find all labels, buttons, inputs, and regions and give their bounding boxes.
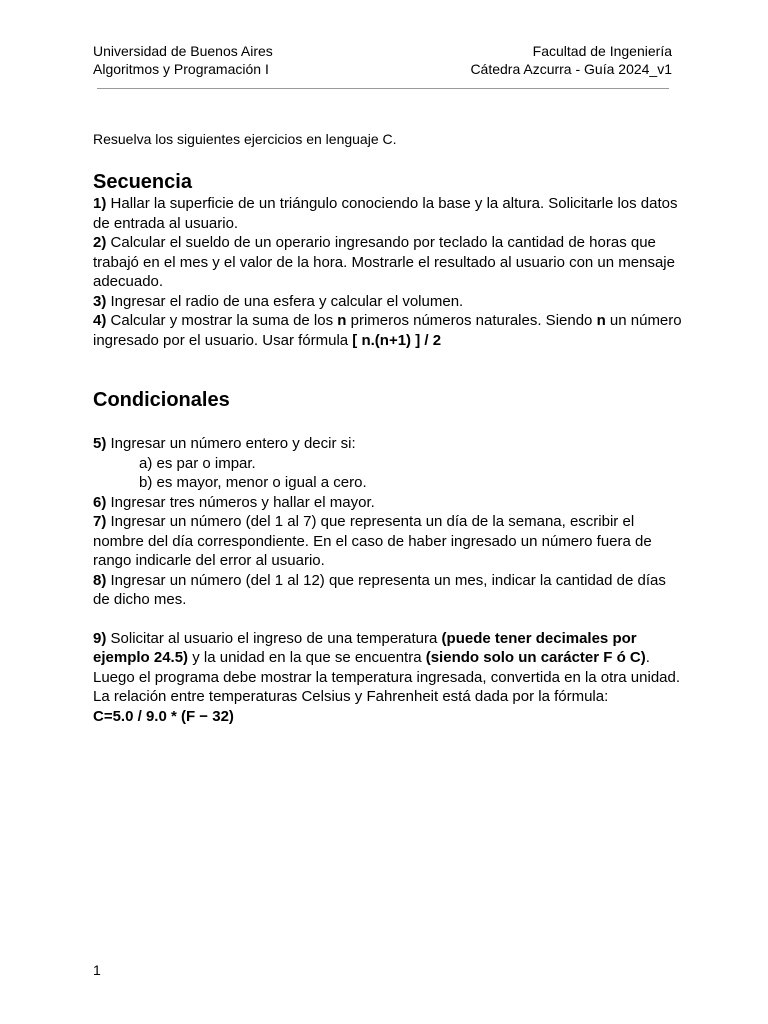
exercise-text: Ingresar un número entero y decir si: [110,435,356,452]
exercise-4 [93,311,683,350]
exercise-7 [93,512,683,571]
header-divider [97,88,669,89]
formula: [ n.(n+1) ] / 2 [352,331,442,349]
header-guide: Cátedra Azcurra - Guía 2024_v1 [470,61,672,77]
sub-item-a: a) es par o impar. [139,454,256,472]
header-university: Universidad de Buenos Aires [93,43,273,59]
exercise-number: 8) [93,571,107,589]
intro-text: Resuelva los siguientes ejercicios en lenguaje C. [93,131,397,147]
exercise-1 [93,194,683,233]
exercise-text: Ingresar un número (del 1 al 12) que representa un mes, indicar la cantidad de días de dicho mes. [93,571,666,608]
exercise-text: Ingresar tres números y hallar el mayor. [110,493,375,511]
exercise-text: un número ingresado por el usuario. Usar fórmula [93,312,682,349]
exercise-text: y la unidad en la que se encuentra [188,649,426,666]
formula: C=5.0 / 9.0 * (F − 32) [93,707,234,725]
header-course: Algoritmos y Programación I [93,61,269,77]
exercise-text: . Luego el programa debe mostrar la temperatura ingresada, convertida en la otra unidad. [93,649,681,686]
exercise-number: 6) [93,493,107,511]
sub-item-b: b) es mayor, menor o igual a cero. [139,474,367,491]
section-title-condicionales: Condicionales [93,389,230,411]
variable-n: n [596,312,606,329]
relation-text: La relación entre temperaturas Celsius y Fahrenheit está dada por la fórmula: [93,688,609,705]
page-number: 1 [93,962,101,978]
exercise-3 [93,292,683,312]
header-faculty: Facultad de Ingeniería [532,43,672,59]
exercise-text: Calcular y mostrar la suma de los [110,312,338,329]
exercise-text: primeros números naturales. Siendo [346,312,597,329]
exercise-number: 1) [93,195,107,212]
exercise-text: Ingresar el radio de una esfera y calcular el volumen. [110,292,464,310]
variable-n: n [337,312,347,329]
exercise-text: Calcular el sueldo de un operario ingresando por teclado la cantidad de horas que trabajó en el mes y el valor de la hora. Mostrarle el resultado al usuario con un mensaje adecuado. [93,234,675,290]
exercise-number: 7) [93,513,107,530]
emphasis-decimals: (puede tener decimales por ejemplo 24.5) [93,629,637,666]
page-header [93,42,672,78]
exercise-number: 9) [93,629,107,647]
exercise-9 [93,629,683,727]
exercise-number: 5) [93,435,107,452]
exercise-text: Hallar la superficie de un triángulo conociendo la base y la altura. Solicitarle los datos de entrada al usuario. [93,195,678,232]
exercise-6 [93,493,683,513]
exercise-5 [93,434,683,493]
exercise-number: 3) [93,292,107,310]
exercise-text: Solicitar al usuario el ingreso de una temperatura [110,629,442,647]
exercise-number: 2) [93,234,107,251]
exercise-number: 4) [93,312,107,329]
exercise-8 [93,571,683,610]
emphasis-unit: (siendo solo un carácter F ó C) [425,649,646,666]
section-title-secuencia: Secuencia [93,171,192,193]
exercise-text: Ingresar un número (del 1 al 7) que representa un día de la semana, escribir el nombre del día correspondiente. En el caso de haber ingresado un número fuera de rango indicarle del error al usuario. [93,513,652,569]
document-body [93,130,683,726]
exercise-2 [93,233,683,292]
